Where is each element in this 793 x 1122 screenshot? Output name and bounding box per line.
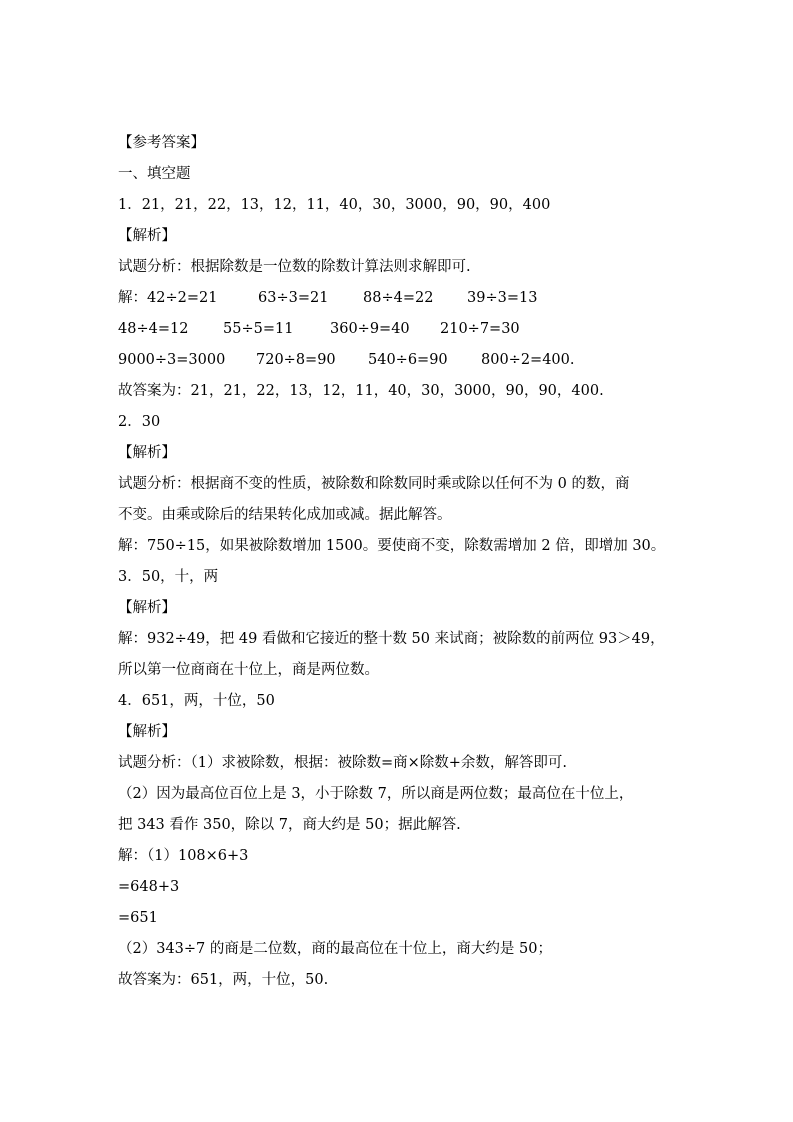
q1-analysis-tag: 【解析】 bbox=[118, 228, 176, 244]
q1-equation-row-1 bbox=[118, 283, 698, 314]
equation: 88÷4=22 bbox=[363, 290, 434, 306]
q2-analysis-tag: 【解析】 bbox=[118, 445, 176, 461]
q3-solution-line-2: 所以第一位商商在十位上，商是两位数。 bbox=[118, 662, 379, 678]
q3-analysis-tag: 【解析】 bbox=[118, 600, 176, 616]
q2-analysis-line-1: 试题分析：根据商不变的性质，被除数和除数同时乘或除以任何不为 0 的数，商 bbox=[118, 476, 630, 492]
q4-conclusion: 故答案为：651，两，十位，50. bbox=[118, 972, 329, 988]
q1-equation-row-3 bbox=[118, 345, 698, 376]
answer-key-page bbox=[118, 128, 698, 996]
equation: 48÷4=12 bbox=[118, 321, 189, 337]
q4-solution-line-2: =648+3 bbox=[118, 879, 180, 895]
equation: 210÷7=30 bbox=[440, 321, 520, 337]
q3-answer: 3．50，十，两 bbox=[118, 569, 219, 585]
equation: 800÷2=400. bbox=[481, 352, 575, 368]
q2-answer: 2．30 bbox=[118, 414, 161, 430]
equation: 55÷5=11 bbox=[223, 321, 294, 337]
q4-solution-line-4: （2）343÷7 的商是二位数，商的最高位在十位上，商大约是 50； bbox=[118, 941, 552, 957]
q2-solution: 解：750÷15，如果被除数增加 1500。要使商不变，除数需增加 2 倍，即增加 30。 bbox=[118, 538, 666, 554]
q2-analysis-line-2: 不变。由乘或除后的结果转化成加或减。据此解答。 bbox=[118, 507, 452, 523]
answer-key-heading: 【参考答案】 bbox=[118, 135, 205, 151]
q4-analysis-tag: 【解析】 bbox=[118, 724, 176, 740]
equation: 360÷9=40 bbox=[330, 321, 410, 337]
q4-analysis-line-2: （2）因为最高位百位上是 3，小于除数 7，所以商是两位数；最高位在十位上， bbox=[118, 786, 634, 802]
q1-analysis: 试题分析：根据除数是一位数的除数计算法则求解即可. bbox=[118, 259, 471, 275]
section-title: 一、填空题 bbox=[118, 166, 191, 182]
equation: 720÷8=90 bbox=[256, 352, 336, 368]
equation: 9000÷3=3000 bbox=[118, 352, 226, 368]
q4-answer: 4．651，两，十位，50 bbox=[118, 693, 275, 709]
equation: 540÷6=90 bbox=[368, 352, 448, 368]
q1-equation-row-2 bbox=[118, 314, 698, 345]
q1-answer: 1．21，21，22，13，12，11，40，30，3000，90，90，400 bbox=[118, 197, 551, 213]
q4-analysis-line-3: 把 343 看作 350，除以 7，商大约是 50；据此解答. bbox=[118, 817, 461, 833]
q1-conclusion: 故答案为：21，21，22，13，12，11，40，30，3000，90，90，400. bbox=[118, 383, 604, 399]
equation: 39÷3=13 bbox=[467, 290, 538, 306]
equation: 63÷3=21 bbox=[258, 290, 329, 306]
q4-solution-line-1: 解：（1）108×6+3 bbox=[118, 848, 249, 864]
equation: 解：42÷2=21 bbox=[118, 290, 218, 306]
q4-analysis-line-1: 试题分析：（1）求被除数，根据：被除数=商×除数+余数，解答即可. bbox=[118, 755, 568, 771]
q3-solution-line-1: 解：932÷49，把 49 看做和它接近的整十数 50 来试商；被除数的前两位 93＞49， bbox=[118, 631, 665, 647]
q4-solution-line-3: =651 bbox=[118, 910, 158, 926]
